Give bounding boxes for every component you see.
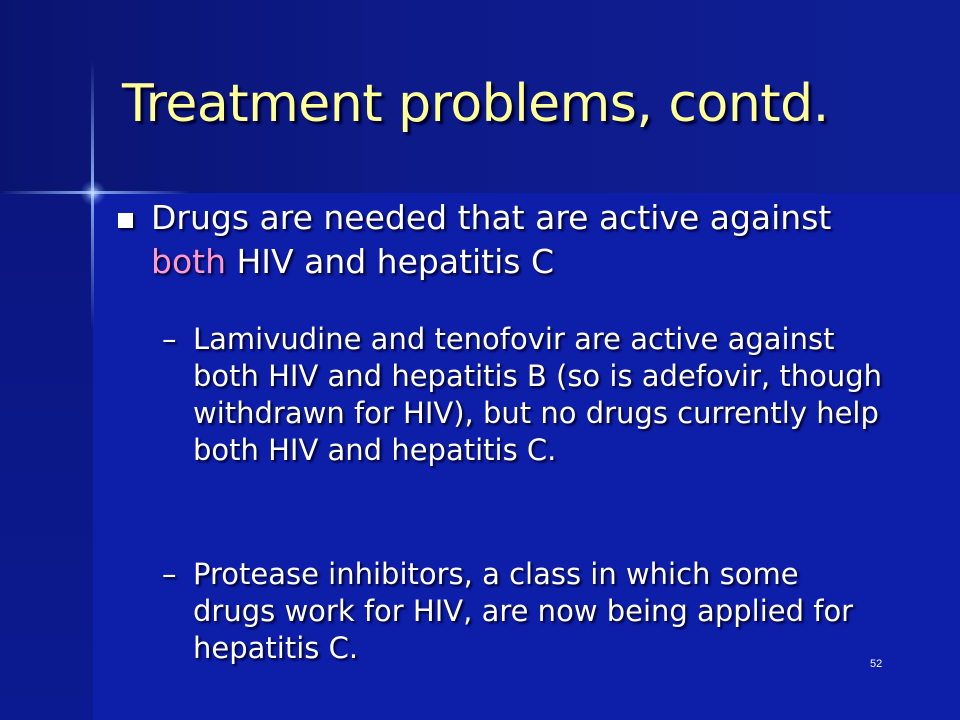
bullet-highlight: both [151,242,226,281]
main-bullet-text [151,196,858,284]
square-bullet-icon [118,213,133,228]
sub-bullet [162,556,882,667]
sub-bullet-text: Protease inhibitors, a class in which some drugs work for HIV, are now being applied for hepatitis C. [193,557,854,665]
left-band [0,193,93,720]
sub-bullet [162,321,882,469]
sub-bullet-text: Lamivudine and tenofovir are active against both HIV and hepatitis B (so is adefovir, though withdrawn for HIV), but no drugs currently help both HIV and hepatitis C. [193,322,882,467]
bullet-text-before: Drugs are needed that are active against [151,198,832,237]
sparkle-icon [80,180,106,206]
bullet-text-after: HIV and hepatitis C [226,242,555,281]
dash-marker: – [162,322,177,356]
dash-marker: – [162,557,177,591]
main-bullet [118,196,858,284]
slide-number: 52 [870,658,883,670]
slide-title: Treatment problems, contd. [122,74,829,134]
